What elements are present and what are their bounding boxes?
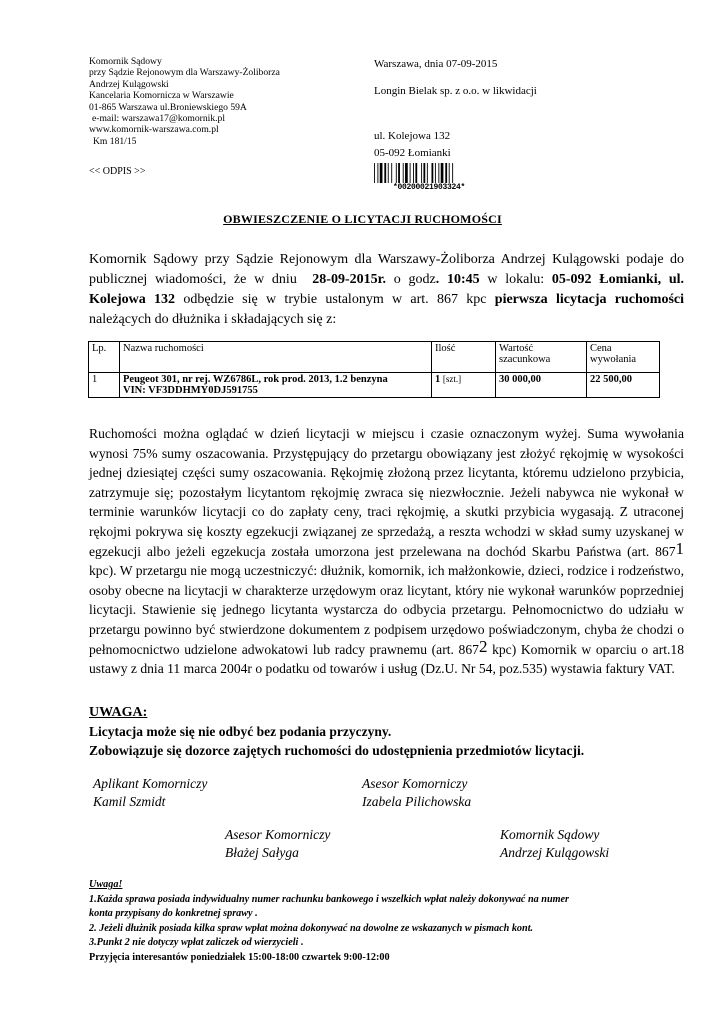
sender-line: Komornik Sądowy (89, 56, 162, 67)
addressee-address (374, 128, 451, 162)
header-value-line: szacunkowa (499, 354, 551, 365)
auction-place: 05-092 Łomianki, ul. Kolejowa 132 (89, 272, 684, 307)
signature-block (362, 775, 471, 811)
signature-role: Komornik Sądowy (500, 827, 600, 842)
signature-role: Asesor Komorniczy (362, 776, 468, 791)
table-header-row (89, 342, 660, 373)
sender-block (89, 56, 280, 147)
cell-value: 30 000,00 (496, 373, 587, 398)
document-title: OBWIESZCZENIE O LICYTACJI RUCHOMOŚCI (223, 212, 502, 226)
cell-price: 22 500,00 (587, 373, 660, 398)
intro-text: Komornik Sądowy przy Sądzie Rejonowym dla Warszawy-Żoliborza Andrzej Kulągowski podaje do publicznej wiadomości, że w dniu (89, 252, 684, 287)
signature-role: Aplikant Komorniczy (93, 776, 208, 791)
barcode-text: *00200021903324* (374, 183, 484, 192)
signature-block (225, 826, 330, 862)
header-price-line: Cena (590, 343, 612, 354)
footnote-line: 2. Jeżeli dłużnik posiada kilka spraw wpłat można dokonywać na dowolne ze wskazanych w pismach kont. (89, 922, 534, 934)
auction-time: . 10:45 (435, 272, 480, 287)
addressee-name: Longin Bielak sp. z o.o. w likwidacji (374, 85, 537, 97)
item-description: Peugeot 301, nr rej. WZ6786L, rok prod. 2013, 1.2 benzyna (123, 374, 388, 385)
sender-website: www.komornik-warszawa.com.pl (89, 124, 219, 136)
table-row (89, 373, 660, 398)
date-line: Warszawa, dnia 07-09-2015 (374, 58, 498, 70)
intro-text: w lokalu: (479, 272, 552, 287)
sender-line: Andrzej Kulągowski (89, 78, 169, 90)
cell-qty (432, 373, 496, 398)
signature-name: Kamil Szmidt (93, 794, 166, 809)
article-superscript: 1 (675, 538, 684, 558)
footnote-line: 3.Punkt 2 nie dotyczy wpłat zaliczek od wierzycieli . (89, 937, 304, 949)
item-vin: VIN: VF3DDHMY0DJ591755 (123, 385, 258, 396)
sender-line: 01-865 Warszawa ul.Broniewskiego 59A (89, 101, 247, 113)
item-qty: 1 (435, 374, 441, 385)
header-value (496, 342, 587, 373)
intro-paragraph (89, 250, 684, 330)
intro-text: odbędzie się w trybie ustalonym w art. 867 kpc (175, 292, 495, 307)
auction-kind: pierwsza licytacja ruchomości (494, 292, 684, 307)
signature-block (93, 775, 207, 811)
office-hours: Przyjęcia interesantów poniedziałek 15:00-18:00 czwartek 9:00-12:00 (89, 951, 390, 963)
cell-name (120, 373, 432, 398)
header-name: Nazwa ruchomości (120, 342, 432, 373)
header-lp: Lp. (89, 342, 120, 373)
sender-email: e-mail: warszawa17@komornik.pl (92, 113, 225, 125)
uwaga-notes (89, 722, 584, 760)
signature-name: Andrzej Kulągowski (500, 845, 610, 860)
body-text: Ruchomości można oglądać w dzień licytacji w miejscu i czasie oznaczonym wyżej. Suma wywołania wynosi 75% sumy oszacowania. Przystępujący do przetargu obowiązany jest złożyć rękojmię w wysokości jednej dziesiątej części sumy oszacowania. Rękojmię złożoną przez licytanta, któremu udzielono przybicia, zatrzymuje się; pozostałym licytantom rękojmię zwraca się niezwłocznie. Jeżeli nabywca nie wykonał w terminie warunków licytacji co do zapłaty ceny, traci rękojmię, a skutki przybicia wygasają. Z utraconej rękojmi pokrywa się koszty egzekucji związanej ze sprzedażą, a reszta wchodzi w skład sumy uzyskanej w egzekucji albo jeżeli egzekucja została umorzona jest przelewana na dochód Skarbu Państwa (art. 867 (89, 426, 684, 559)
article-superscript: 2 (478, 636, 488, 656)
addressee-city: 05-092 Łomianki (374, 147, 451, 159)
conditions-paragraph (89, 424, 684, 679)
signature-block (500, 826, 609, 862)
footnote-line: 1.Każda sprawa posiada indywidualny numer rachunku bankowego i wszelkich wpłat należy dokonywać na numer (89, 893, 570, 905)
items-table (88, 341, 660, 398)
footnote-line: konta przypisany do konkretnej sprawy . (89, 908, 258, 920)
footnote-heading: Uwaga! (89, 879, 123, 890)
signature-name: Błażej Sałyga (225, 845, 299, 860)
uwaga-heading: UWAGA: (89, 705, 148, 720)
intro-text: należących do dłużnika i składających się z: (89, 312, 337, 327)
body-text: kpc) Komornik w oparciu o art.18 ustawy z dnia 11 marca 2004r o podatku od towarów i usług (Dz.U. Nr 54, poz.535) wystawia faktury VAT. (89, 641, 684, 677)
uwaga-line: Zobowiązuje się dozorce zajętych ruchomości do udostępnienia przedmiotów licytacji. (89, 743, 585, 758)
footnotes (89, 878, 689, 966)
uwaga-line: Licytacja może się nie odbyć bez podania przyczyny. (89, 724, 392, 739)
intro-text: o godz (386, 272, 436, 287)
body-text: kpc). W przetargu nie mogą uczestniczyć: dłużnik, komornik, ich małżonkowie, dzieci, rodzice i rodzeństwo, osoby obecne na licytacji w charakterze urzędowym oraz licytant, który nie wykonał warunków poprzedniej licytacji. Stawienie się jednego licytanta wystarcza do odbycia przetargu. Pełnomocnictwo do udziału w przetargu powinno być stwierdzone dokumentem z podpisem urzędowo poświadczonym, chyba że chodzi o pełnomocnictwo udzielone adwokatowi lub radcy prawnemu (art. 867 (89, 563, 684, 657)
header-value-line: Wartość (499, 343, 534, 354)
cell-lp: 1 (89, 373, 120, 398)
signature-role: Asesor Komorniczy (225, 827, 331, 842)
case-number: Km 181/15 (93, 135, 137, 147)
item-unit: [szt.] (442, 374, 462, 384)
sender-line: przy Sądzie Rejonowym dla Warszawy-Żoliborza (89, 67, 280, 79)
signature-name: Izabela Pilichowska (362, 794, 472, 809)
copy-mark: << ODPIS >> (89, 166, 146, 177)
addressee-street: ul. Kolejowa 132 (374, 130, 451, 142)
header-price-line: wywołania (590, 354, 637, 365)
header-qty: Ilość (432, 342, 496, 373)
auction-date: 28-09-2015r. (312, 272, 387, 287)
header-price (587, 342, 660, 373)
sender-line: Kancelaria Komornicza w Warszawie (89, 90, 234, 102)
